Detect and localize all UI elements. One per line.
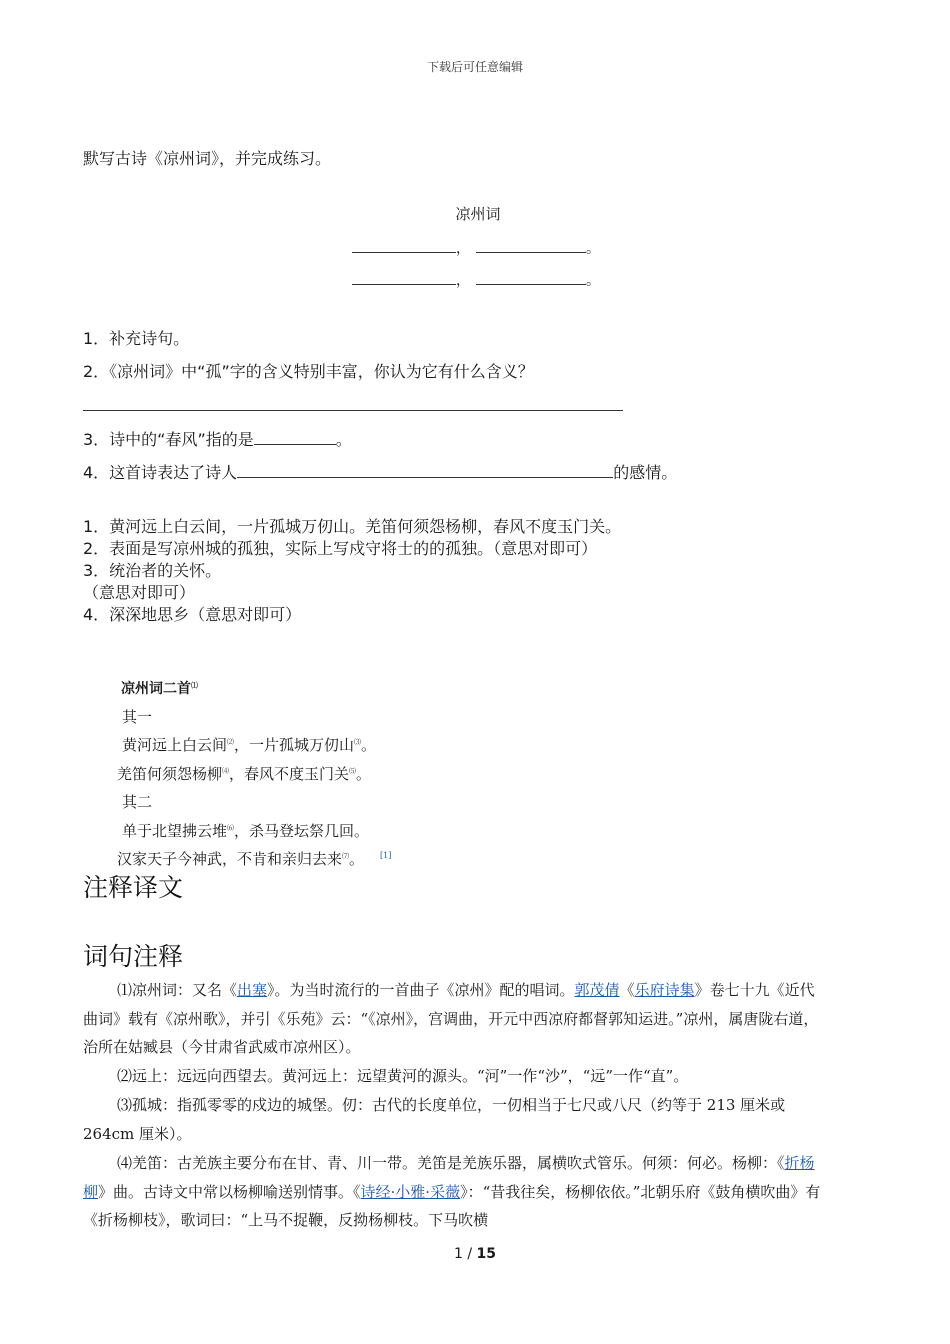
answer-blank — [237, 461, 613, 478]
answer-3-note: （意思对即可） — [83, 583, 196, 602]
blank-separator: ， — [456, 273, 470, 289]
note-marker: ⑺ — [342, 852, 350, 860]
blank-underline — [352, 238, 456, 253]
poem2-part2-label: 其二 — [122, 793, 153, 811]
page-separator: / — [462, 1246, 477, 1262]
section-heading-notes: 词句注释 — [83, 942, 184, 971]
answer-4: 4．深深地思乡（意思对即可） — [83, 605, 302, 624]
blank-underline — [476, 270, 586, 285]
note-3: ⑶孤城：指孤零零的戍边的城堡。仞：古代的长度单位，一仞相当于七尺或八尺（约等于 213 厘米或 264cm 厘米）。 — [83, 1096, 786, 1143]
blank-line-1 — [352, 238, 600, 258]
answer-rule — [83, 410, 623, 411]
page-total: 15 — [476, 1246, 497, 1262]
question-4-end: 的感情。 — [613, 463, 678, 482]
note-marker: ⑷ — [222, 767, 230, 775]
answer-3: 3．统治者的关怀。 — [83, 561, 222, 580]
note-marker: ⑹ — [227, 824, 235, 832]
note-marker: ⑴ — [191, 681, 198, 690]
question-2: 2．《凉州词》中“孤”字的含义特别丰富，你认为它有什么含义？ — [83, 362, 534, 381]
blank-separator: ， — [456, 241, 470, 257]
poem2-line-2: 羌笛何须怨杨柳⑷，春风不度玉门关⑸。 — [117, 765, 372, 783]
blank-underline — [352, 270, 456, 285]
poem2-line-3: 单于北望拂云堆⑹，杀马登坛祭几回。 — [122, 822, 370, 840]
blank-end: 。 — [586, 273, 600, 289]
poem2-title: 凉州词二首⑴ — [121, 681, 198, 697]
link-yuefu-shiji[interactable]: 乐府诗集 — [634, 981, 695, 999]
answer-2: 2．表面是写凉州城的孤独，实际上写戍守将士的的孤独。（意思对即可） — [83, 539, 598, 558]
poem2-line-4: 汉家天子今神武，不肯和亲归去来⑺。 [1] — [117, 850, 392, 868]
exercise-intro: 默写古诗《凉州词》，并完成练习。 — [83, 149, 332, 168]
question-3-end: 。 — [335, 430, 352, 449]
poem-title: 凉州词 — [455, 205, 501, 223]
poem2-line-1: 黄河远上白云间⑵，一片孤城万仞山⑶。 — [122, 736, 377, 754]
question-4 — [83, 460, 677, 483]
blank-underline — [476, 238, 586, 253]
section-heading-translation: 注释译文 — [83, 873, 184, 902]
page-footer — [0, 1246, 950, 1262]
page-header: 下载后可任意编辑 — [426, 60, 523, 74]
question-1: 1．补充诗句。 — [83, 329, 190, 348]
note-2: ⑵远上：远远向西望去。黄河远上：远望黄河的源头。“河”一作“沙”，“远”一作“直”。 — [117, 1067, 689, 1085]
poem2-part1-label: 其一 — [122, 708, 153, 726]
link-zhe-yangliu[interactable]: 折杨柳 — [83, 1154, 815, 1201]
link-shijing-caiwei[interactable]: 诗经·小雅·采薇 — [360, 1182, 461, 1201]
question-4-text: 4．这首诗表达了诗人 — [83, 463, 238, 482]
note-marker: ⑸ — [349, 767, 357, 775]
note-1: ⑴凉州词：又名《出塞》。为当时流行的一首曲子《凉州》配的唱词。郭茂倩《乐府诗集》卷七十九《近代曲词》载有《凉州歌》，并引《乐苑》云：“《凉州》，宫调曲，开元中西凉府都督郭知运进。”凉州，属唐陇右道，治所在姑臧县（今甘肃省武威市凉州区）。 — [83, 981, 819, 1056]
blank-end: 。 — [586, 241, 600, 257]
blank-line-2 — [352, 270, 600, 290]
answer-1: 1．黄河远上白云间，一片孤城万仞山。羌笛何须怨杨柳，春风不度玉门关。 — [83, 517, 622, 536]
link-guo-maoqian[interactable]: 郭茂倩 — [574, 981, 620, 999]
note-marker: ⑵ — [227, 738, 235, 746]
page-number: 1 — [453, 1246, 463, 1262]
reference-link[interactable]: [1] — [380, 851, 392, 860]
note-4: ⑷羌笛：古羌族主要分布在甘、青、川一带。羌笛是羌族乐器，属横吹式管乐。何须：何必。杨柳：《折杨柳》曲。古诗文中常以杨柳喻送别情事。《诗经·小雅·采薇》：“昔我往矣，杨柳依依。”北朝乐府《鼓角横吹曲》有《折杨柳枝》，歌词曰：“上马不捉鞭，反拗杨柳枝。下马吹横 — [83, 1154, 821, 1229]
note-marker: ⑶ — [354, 738, 362, 746]
answer-blank — [254, 428, 336, 445]
link-chusai[interactable]: 出塞 — [237, 981, 268, 999]
question-3 — [83, 427, 352, 450]
question-3-text: 3．诗中的“春风”指的是 — [83, 430, 254, 449]
